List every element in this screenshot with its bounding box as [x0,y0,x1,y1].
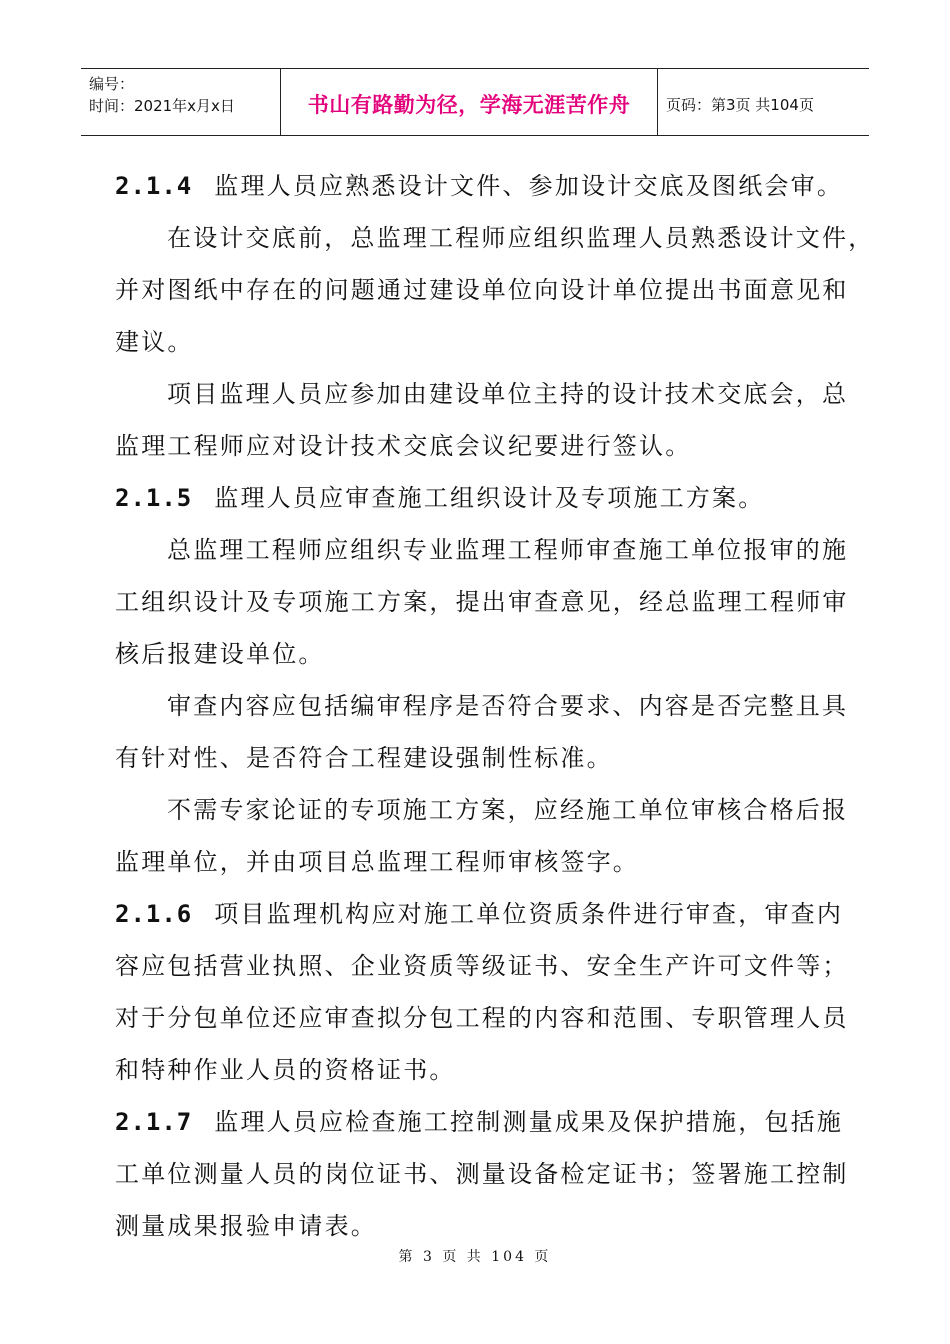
paragraph-line: 在设计交底前，总监理工程师应组织监理人员熟悉设计文件， [167,224,875,252]
paragraph-line: 建议。 [115,328,194,356]
paragraph-line: 并对图纸中存在的问题通过建设单位向设计单位提出书面意见和 [115,276,849,304]
page-info: 页码：第3页 共104页 [666,95,814,114]
section-heading-2-1-4 [115,160,845,212]
section-heading-2-1-7 [115,1096,845,1148]
paragraph-line: 有针对性、是否符合工程建设强制性标准。 [115,744,613,772]
paragraph-line: 和特种作业人员的资格证书。 [115,1056,456,1084]
paragraph-line: 监理单位，并由项目总监理工程师审核签字。 [115,848,639,876]
serial-label: 编号： [89,75,135,93]
motto: 书山有路勤为径，学海无涯苦作舟 [307,93,631,117]
paragraph-line: 审查内容应包括编审程序是否符合要求、内容是否完整且具 [167,692,849,720]
header-motto-cell [281,69,658,135]
page-footer [0,1246,950,1266]
paragraph-line: 总监理工程师应组织专业监理工程师审查施工单位报审的施 [167,536,849,564]
paragraph-line: 项目监理人员应参加由建设单位主持的设计技术交底会，总 [167,380,849,408]
section-number: 2.1.7 [115,1108,193,1136]
time-label: 时间：2021年x月x日 [89,97,235,115]
paragraph-line: 工组织设计及专项施工方案，提出审查意见，经总监理工程师审 [115,588,849,616]
document-body [115,160,875,1252]
section-number: 2.1.6 [115,900,193,928]
section-title: 项目监理机构应对施工单位资质条件进行审查，审查内 [214,900,844,928]
header-meta [81,69,281,135]
paragraph-line: 核后报建设单位。 [115,640,325,668]
section-title: 监理人员应检查施工控制测量成果及保护措施，包括施 [214,1108,844,1136]
header-page-info-cell [658,69,869,135]
section-heading-2-1-5 [115,472,845,524]
section-number: 2.1.5 [115,484,193,512]
paragraph-line: 不需专家论证的专项施工方案，应经施工单位审核合格后报 [167,796,849,824]
paragraph-line: 测量成果报验申请表。 [115,1212,377,1240]
paragraph-line: 容应包括营业执照、企业资质等级证书、安全生产许可文件等； [115,952,849,980]
paragraph-line: 对于分包单位还应审查拟分包工程的内容和范围、专职管理人员 [115,1004,849,1032]
section-title: 监理人员应审查施工组织设计及专项施工方案。 [214,484,765,512]
page-header [81,68,869,136]
footer-page-number: 第 3 页 共 104 页 [398,1249,552,1265]
paragraph-line: 监理工程师应对设计技术交底会议纪要进行签认。 [115,432,692,460]
section-heading-2-1-6 [115,888,845,940]
section-number: 2.1.4 [115,172,193,200]
section-title: 监理人员应熟悉设计文件、参加设计交底及图纸会审。 [214,172,844,200]
paragraph-line: 工单位测量人员的岗位证书、测量设备检定证书；签署施工控制 [115,1160,849,1188]
